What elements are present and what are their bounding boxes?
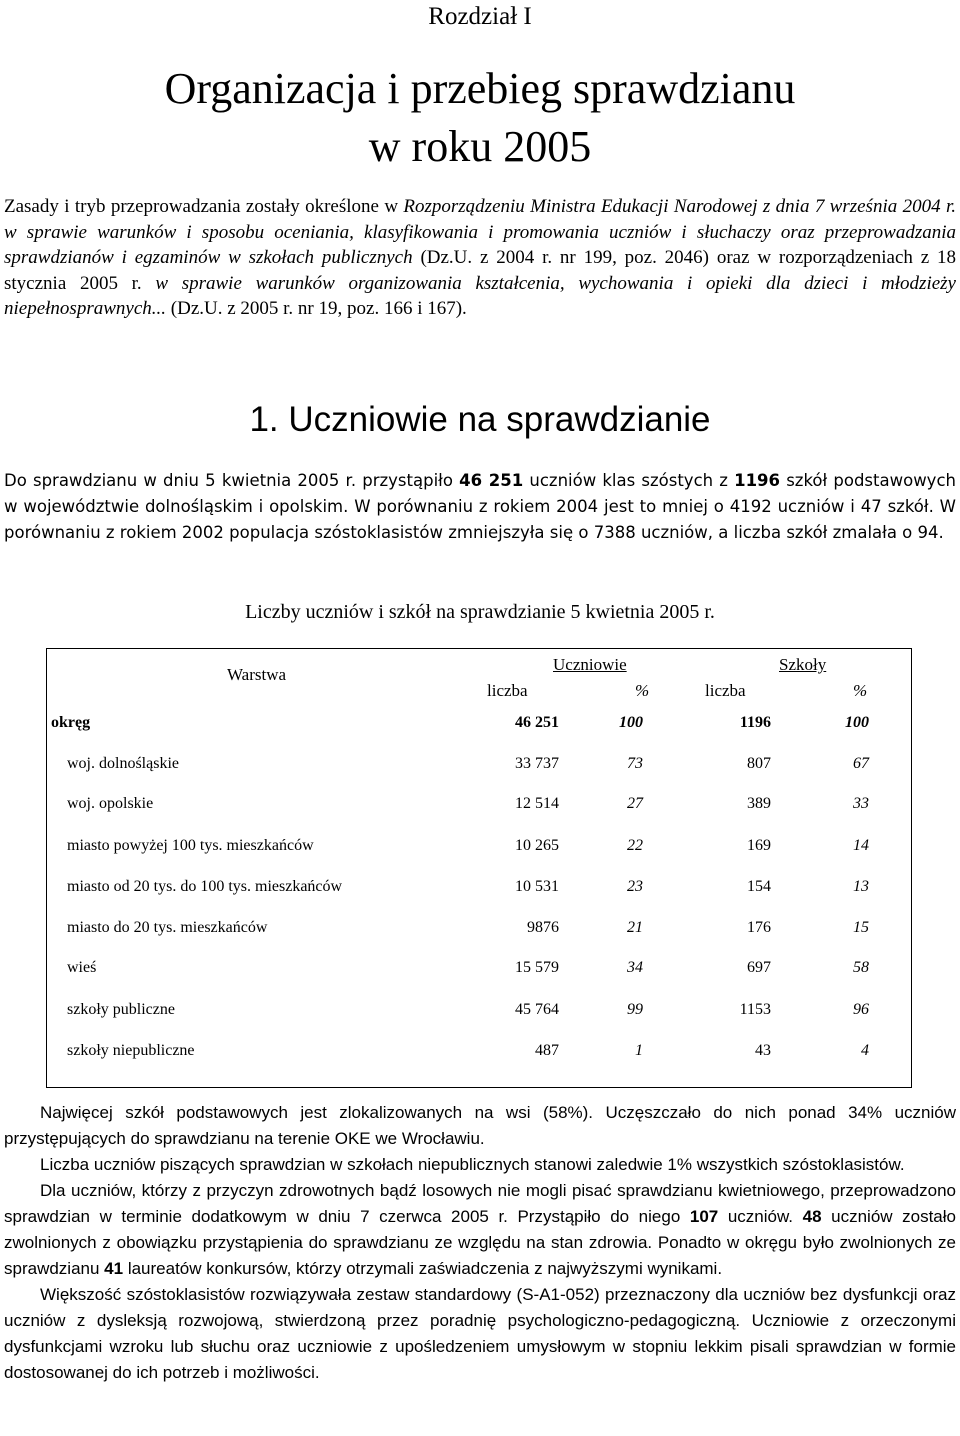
table-caption: Liczby uczniów i szkół na sprawdzianie 5 kwietnia 2005 r. [245, 601, 715, 623]
row-schools-pct: 13 [853, 878, 869, 895]
body-text [4, 1100, 956, 1386]
row-schools-count: 169 [747, 837, 771, 854]
row-students-count: 487 [535, 1042, 559, 1059]
row-schools-count: 389 [747, 795, 771, 812]
header-szkoly: Szkoły [779, 655, 827, 674]
body-p3-text-g: laureatów konkursów, którzy otrzymali zaświadczenia z najwyższymi wynikami. [123, 1259, 723, 1278]
row-label: miasto powyżej 100 tys. mieszkańców [67, 837, 314, 854]
row-label: szkoły niepubliczne [67, 1042, 195, 1059]
header-szkoly-pct: % [853, 681, 868, 700]
row-label: okręg [51, 714, 91, 731]
body-paragraph-2: Liczba uczniów piszących sprawdzian w szkołach niepublicznych stanowi zaledwie 1% wszystkich szóstoklasistów. [40, 1155, 905, 1174]
section-heading: 1. Uczniowie na sprawdzianie [249, 400, 711, 439]
row-students-pct: 22 [627, 837, 643, 854]
row-students-pct: 34 [627, 959, 643, 976]
row-students-pct: 21 [627, 919, 643, 936]
row-schools-pct: 100 [845, 714, 869, 731]
row-schools-pct: 96 [853, 1001, 869, 1018]
row-schools-count: 176 [747, 919, 771, 936]
row-schools-count: 154 [747, 878, 771, 895]
row-schools-pct: 4 [861, 1042, 869, 1059]
row-schools-count: 43 [755, 1042, 771, 1059]
row-students-count: 46 251 [515, 714, 559, 731]
intro-regulation-title-2: w sprawie warunków organizowania kształcenia, wychowania i opieki dla dzieci i młodzieży niepełnosprawnych... [4, 272, 956, 319]
title-line-1: Organizacja i przebieg sprawdzianu [164, 64, 796, 113]
intro-text-2: (Dz.U. z 2004 r. nr 199, poz. 2046) oraz w rozporządzeniach z 18 stycznia 2005 r. [4, 247, 956, 294]
row-students-count: 45 764 [515, 1001, 559, 1018]
body-p3-count-48: 48 [802, 1207, 822, 1226]
row-label: woj. dolnośląskie [67, 755, 179, 772]
row-schools-count: 1196 [739, 714, 771, 731]
page-title [0, 60, 960, 176]
para1-text-c: uczniów klas szóstych z [523, 471, 735, 490]
row-label: miasto do 20 tys. mieszkańców [67, 919, 268, 936]
row-students-pct: 27 [627, 795, 643, 812]
intro-regulation-title: Rozporządzeniu Ministra Edukacji Narodowej z dnia 7 września 2004 r. w sprawie warunków i sposobu oceniania, klasyfikowania i promowania uczniów i słuchaczy oraz przeprowadzania sprawdzianów i egzaminów w szkołach publicznych [4, 196, 956, 268]
para1-student-count: 46 251 [459, 471, 524, 490]
row-students-pct: 73 [627, 755, 643, 772]
row-schools-pct: 58 [853, 959, 869, 976]
row-schools-pct: 67 [853, 755, 869, 772]
intro-text-1: Zasady i tryb przeprowadzania zostały określone w [4, 196, 404, 217]
row-label: miasto od 20 tys. do 100 tys. mieszkańców [67, 878, 343, 895]
header-warstwa: Warstwa [227, 665, 287, 684]
row-students-pct: 1 [635, 1042, 643, 1059]
body-p3-text-e: uczniów zostało zwolnionych z obowiązku przystąpienia do sprawdzianu ze względu na stan zdrowia. Ponadto w okręgu było zwolnionych ze sprawdzianu [4, 1207, 956, 1278]
para1-text-a: Do sprawdzianu w dniu 5 kwietnia 2005 r. przystąpiło [4, 471, 460, 490]
para1-text-e: szkół podstawowych w województwie dolnośląskim i opolskim. W porównaniu z rokiem 2004 jest to mniej o 4192 uczniów i 47 szkół. W porównaniu z rokiem 2002 populacja szóstoklasistów zmniejszyła się o 7388 uczniów, a liczba szkół zmalała o 94. [4, 471, 956, 542]
body-p3-text-a: Dla uczniów, którzy z przyczyn zdrowotnych bądź losowych nie mogli pisać sprawdzianu kwietniowego, przeprowadzono sprawdzian w terminie dodatkowym w dniu 7 czerwca 2005 r. Przystąpiło do niego [4, 1181, 956, 1226]
row-schools-count: 1153 [739, 1001, 771, 1018]
body-p3-count-107: 107 [689, 1207, 719, 1226]
header-szkoly-liczba: liczba [705, 681, 746, 700]
body-p3-count-41: 41 [104, 1259, 124, 1278]
row-students-pct: 99 [627, 1001, 643, 1018]
row-students-count: 9876 [527, 919, 559, 936]
students-paragraph [4, 468, 956, 545]
row-students-count: 10 531 [515, 878, 559, 895]
row-students-count: 12 514 [515, 795, 559, 812]
body-paragraph-1: Najwięcej szkół podstawowych jest zlokalizowanych na wsi (58%). Uczęszczało do nich ponad 34% uczniów przystępujących do sprawdzianu na terenie OKE we Wrocławiu. [4, 1103, 956, 1148]
header-uczniowie-liczba: liczba [487, 681, 528, 700]
row-label: szkoły publiczne [67, 1001, 175, 1018]
para1-school-count: 1196 [734, 471, 781, 490]
intro-text-3: (Dz.U. z 2005 r. nr 19, poz. 166 i 167). [166, 298, 467, 319]
title-line-2: w roku 2005 [368, 122, 592, 171]
row-students-pct: 23 [627, 878, 643, 895]
body-p3-text-c: uczniów. [718, 1207, 803, 1226]
chapter-label: Rozdział I [428, 3, 532, 30]
row-schools-count: 697 [747, 959, 771, 976]
row-students-count: 33 737 [515, 755, 559, 772]
row-schools-pct: 33 [853, 795, 869, 812]
header-uczniowie-pct: % [635, 681, 650, 700]
statistics-table [46, 648, 912, 1088]
row-schools-pct: 15 [853, 919, 869, 936]
intro-paragraph [4, 194, 956, 322]
row-students-pct: 100 [619, 714, 643, 731]
body-paragraph-3 [4, 1178, 956, 1282]
row-label: wieś [67, 959, 97, 976]
header-uczniowie: Uczniowie [553, 655, 627, 674]
row-schools-pct: 14 [853, 837, 869, 854]
row-label: woj. opolskie [67, 795, 154, 812]
body-paragraph-4: Większość szóstoklasistów rozwiązywała zestaw standardowy (S-A1-052) przeznaczony dla uczniów bez dysfunkcji oraz uczniów z dysleksją rozwojową, stwierdzoną przez poradnię psychologiczno-pedagogiczną. Uczniowie z orzeczonymi dysfunkcjami wzroku lub słuchu oraz uczniowie z upośledzeniem umysłowym w stopniu lekkim pisali sprawdzian w formie dostosowanej do ich potrzeb i możliwości. [4, 1285, 956, 1382]
row-students-count: 10 265 [515, 837, 559, 854]
row-schools-count: 807 [747, 755, 771, 772]
row-students-count: 15 579 [515, 959, 559, 976]
